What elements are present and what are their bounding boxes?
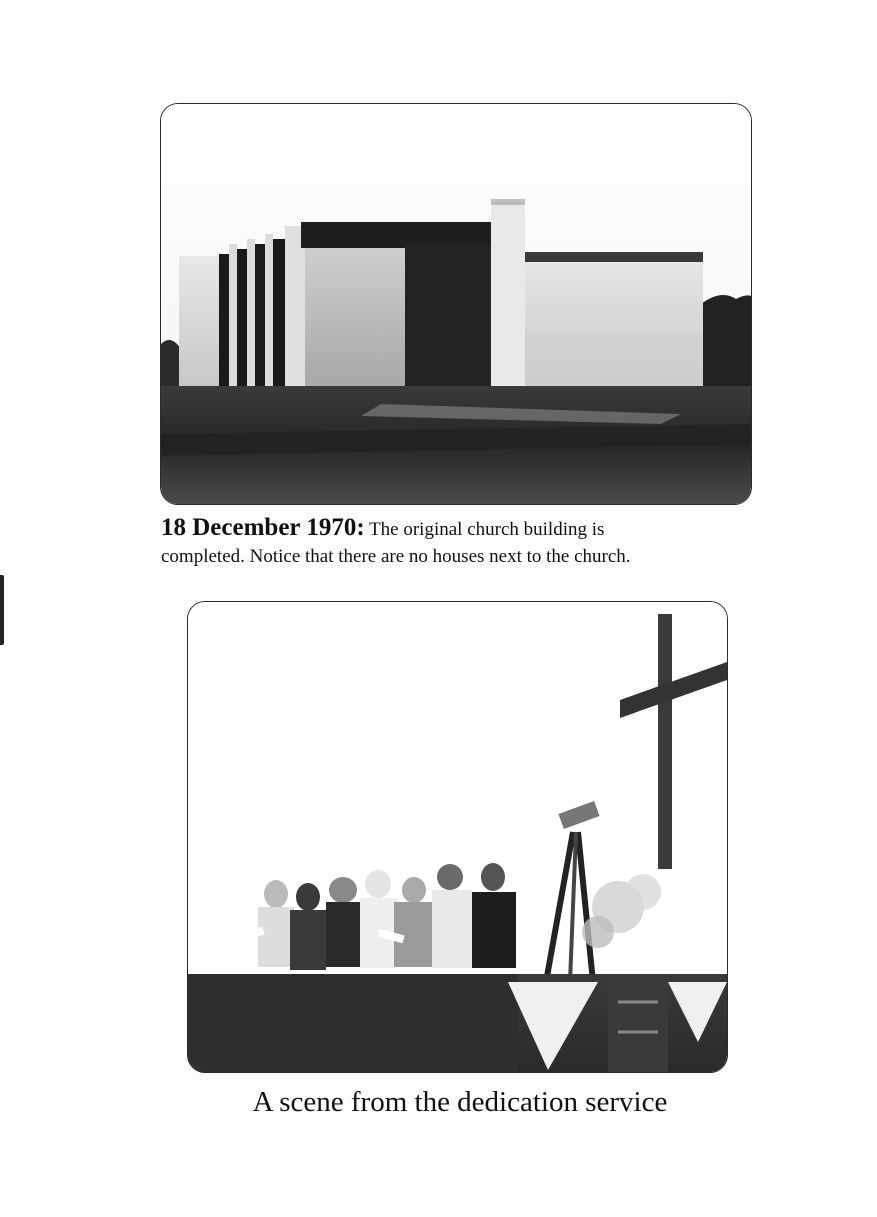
church-building-image [161,104,751,504]
caption-text-line2: completed. Notice that there are no houses next to the church. [161,546,631,567]
church-building-photo [160,103,752,505]
caption-text-line1: The original church building is [369,519,605,540]
dedication-service-caption: A scene from the dedication service [252,1086,668,1118]
church-building-caption [161,514,761,570]
caption-date: 18 December 1970: [161,514,365,541]
dedication-service-photo [187,601,728,1073]
dedication-service-image [188,602,727,1072]
page-edge-mark [0,575,4,645]
